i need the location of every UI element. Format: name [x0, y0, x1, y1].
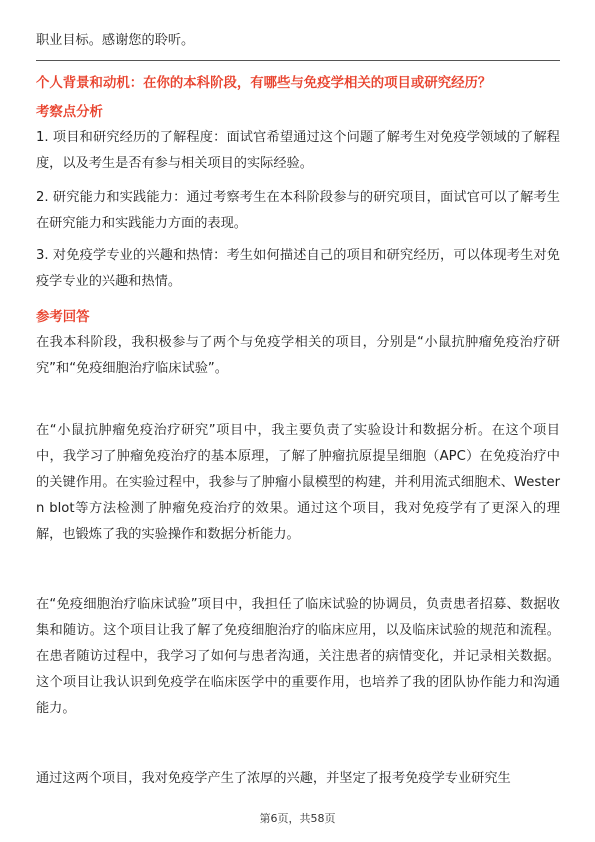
- intro-tail-text: 职业目标。感谢您的聆听。: [36, 33, 195, 48]
- answer-paragraph-1: 在我本科阶段，我积极参与了两个与免疫学相关的项目，分别是“小鼠抗肿瘤免疫治疗研究”和“免疫细胞治疗临床试验”。: [36, 335, 560, 376]
- answer-paragraph-2: 在“小鼠抗肿瘤免疫治疗研究”项目中，我主要负责了实验设计和数据分析。在这个项目中，我学习了肿瘤免疫治疗的基本原理，了解了肿瘤抗原提呈细胞（APC）在免疫治疗中的关键作用。在实验过程中，我参与了肿瘤小鼠模型的构建，并利用流式细胞术、Western blot等方法检测了肿瘤免疫治疗的效果。通过这个项目，我对免疫学有了更深入的理解，也锻炼了我的实验操作和数据分析能力。: [36, 423, 560, 542]
- page-number-footer: 第6页，共58页: [259, 812, 336, 825]
- section-divider: [36, 60, 560, 61]
- analysis-point-2: 2. 研究能力和实践能力：通过考察考生在本科阶段参与的研究项目，面试官可以了解考生在研究能力和实践能力方面的表现。: [36, 190, 560, 231]
- question-heading: 个人背景和动机：在你的本科阶段，有哪些与免疫学相关的项目或研究经历？: [36, 76, 492, 91]
- answer-paragraph-4: 通过这两个项目，我对免疫学产生了浓厚的兴趣，并坚定了报考免疫学专业研究生: [36, 771, 511, 786]
- analysis-point-3: 3. 对免疫学专业的兴趣和热情：考生如何描述自己的项目和研究经历，可以体现考生对免疫学专业的兴趣和热情。: [36, 248, 560, 289]
- answer-paragraph-3: 在“免疫细胞治疗临床试验”项目中，我担任了临床试验的协调员，负责患者招募、数据收集和随访。这个项目让我了解了免疫细胞治疗的临床应用，以及临床试验的规范和流程。在患者随访过程中，我学习了如何与患者沟通，关注患者的病情变化，并记录相关数据。这个项目让我认识到免疫学在临床医学中的重要作用，也培养了我的团队协作能力和沟通能力。: [36, 597, 560, 716]
- analysis-point-1: 1. 项目和研究经历的了解程度：面试官希望通过这个问题了解考生对免疫学领域的了解程度，以及考生是否有参与相关项目的实际经验。: [36, 130, 560, 171]
- answer-label: 参考回答: [36, 310, 90, 325]
- analysis-label: 考察点分析: [36, 105, 103, 120]
